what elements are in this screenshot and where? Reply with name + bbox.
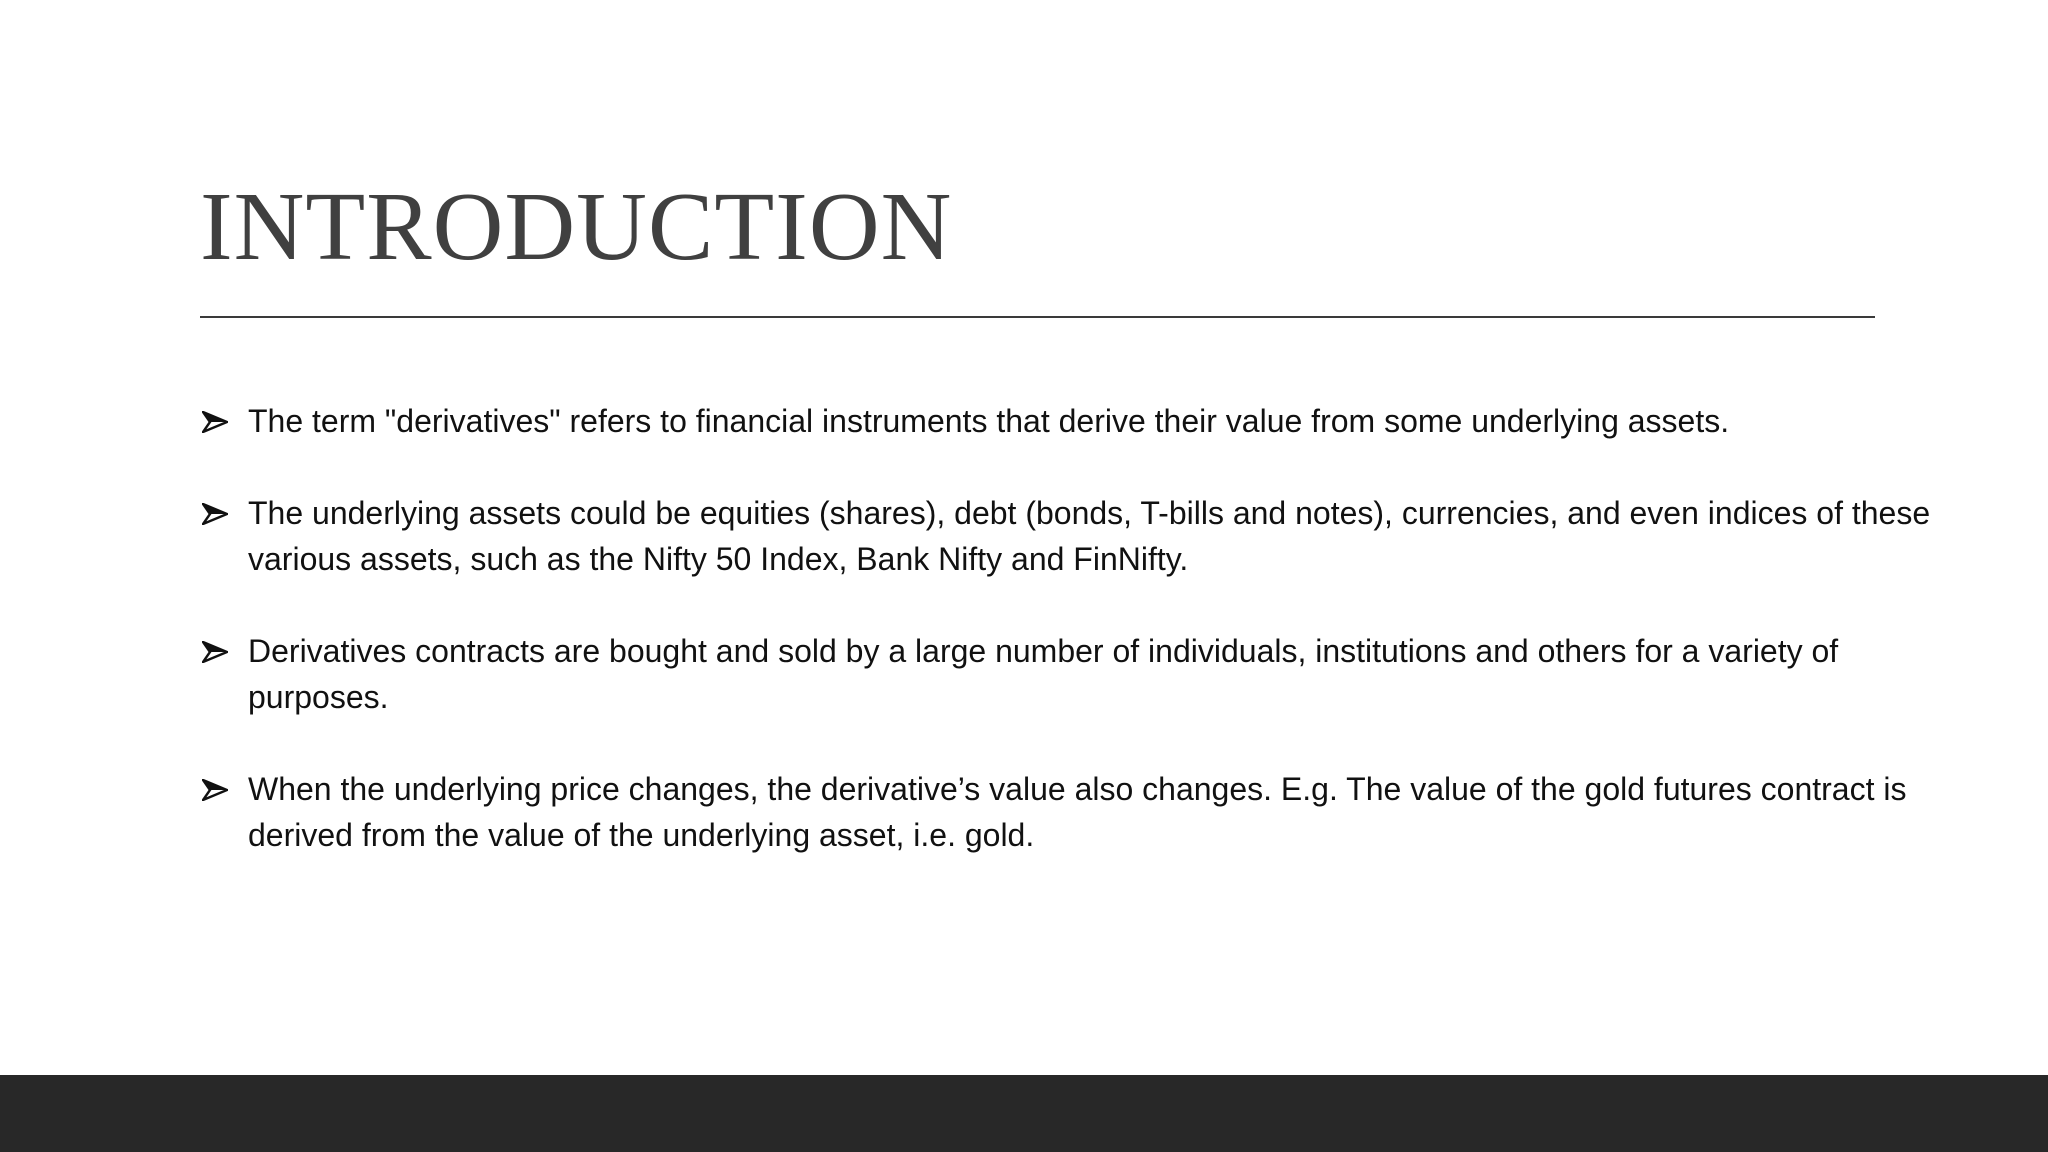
- bullet-text: When the underlying price changes, the derivative’s value also changes. E.g. The value of the gold futures contract is derived from the value of the underlying asset, i.e. gold.: [248, 771, 1907, 853]
- bullet-item: [200, 398, 1980, 444]
- footer-bar: [0, 1075, 2048, 1152]
- bullet-item: [200, 490, 1980, 582]
- bullet-item: [200, 766, 1980, 858]
- arrowhead-bullet-icon: [202, 766, 232, 812]
- bullet-text: Derivatives contracts are bought and sold by a large number of individuals, institutions and others for a variety of purposes.: [248, 633, 1839, 715]
- slide-title: INTRODUCTION: [200, 173, 953, 281]
- arrowhead-bullet-icon: [202, 490, 232, 536]
- bullet-item: [200, 628, 1980, 720]
- arrowhead-bullet-icon: [202, 398, 232, 444]
- bullet-text: The underlying assets could be equities (shares), debt (bonds, T-bills and notes), currencies, and even indices of these various assets, such as the Nifty 50 Index, Bank Nifty and FinNifty.: [248, 495, 1931, 577]
- arrowhead-bullet-icon: [202, 628, 232, 674]
- title-divider: [200, 316, 1875, 318]
- bullet-text: The term "derivatives" refers to financial instruments that derive their value from some underlying assets.: [248, 403, 1730, 439]
- bullet-list: [200, 398, 1980, 904]
